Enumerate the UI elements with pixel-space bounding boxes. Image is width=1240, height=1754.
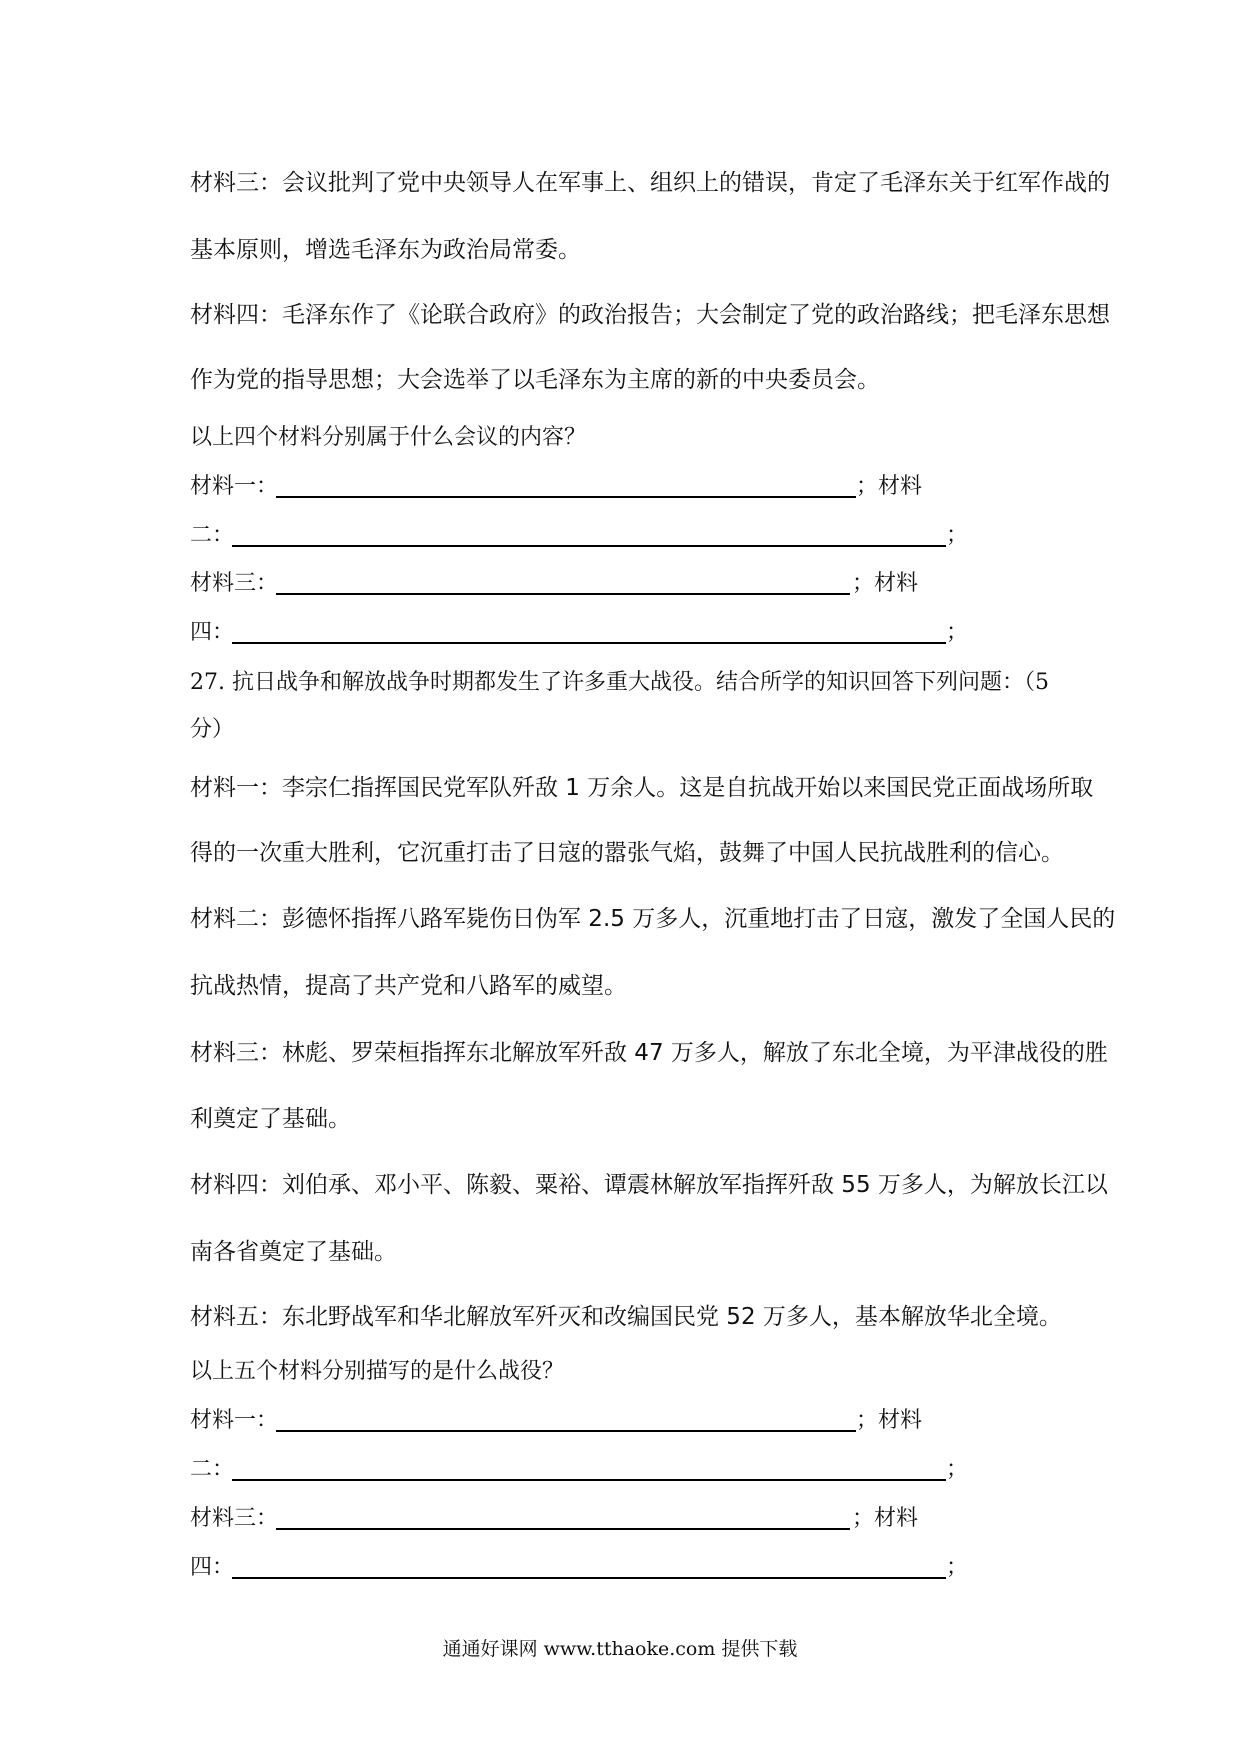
- battle-answer-blank-1[interactable]: [276, 1404, 856, 1432]
- answer-end: ；材料: [852, 571, 919, 596]
- battle-answer-blank-2[interactable]: [232, 1453, 946, 1481]
- answer-end: ；材料: [856, 1408, 923, 1433]
- page-footer: 通通好课网 www.tthaoke.com 提供下载: [442, 1638, 798, 1660]
- battle-answer-blank-4[interactable]: [232, 1551, 946, 1579]
- battle-material-2-line-1: 材料二：彭德怀指挥八路军毙伤日伪军 2.5 万多人，沉重地打击了日寇，激发了全国人民的: [190, 906, 1116, 932]
- answer-end: ；: [946, 1555, 969, 1580]
- answer-end: ；: [946, 523, 969, 548]
- material-4-line-1: 材料四：毛泽东作了《论联合政府》的政治报告；大会制定了党的政治路线；把毛泽东思想: [190, 302, 1110, 328]
- answer-label: 材料三：: [190, 571, 279, 596]
- battle-material-4-line-2: 南各省奠定了基础。: [190, 1239, 397, 1265]
- answer-end: ；材料: [856, 474, 923, 499]
- answer-end: ；: [946, 620, 969, 645]
- question-1: 以上四个材料分别属于什么会议的内容？: [190, 425, 587, 450]
- question-27-heading-line-1: 27. 抗日战争和解放战争时期都发生了许多重大战役。结合所学的知识回答下列问题：（5: [190, 670, 1049, 695]
- answer-blank-material-4[interactable]: [232, 616, 946, 644]
- material-4-line-2: 作为党的指导思想；大会选举了以毛泽东为主席的新的中央委员会。: [190, 367, 880, 393]
- battle-material-5-line-1: 材料五：东北野战军和华北解放军歼灭和改编国民党 52 万多人，基本解放华北全境。: [190, 1304, 1062, 1330]
- answer-blank-material-2[interactable]: [232, 519, 946, 547]
- battle-material-3-line-1: 材料三：林彪、罗荣桓指挥东北解放军歼敌 47 万多人，解放了东北全境，为平津战役的胜: [190, 1040, 1108, 1066]
- answer-blank-material-3[interactable]: [276, 567, 850, 595]
- answer-label: 材料一：: [190, 474, 279, 499]
- answer-label: 二：: [190, 523, 235, 548]
- answer-label: 材料三：: [190, 1506, 279, 1531]
- answer-end: ；: [946, 1457, 969, 1482]
- battle-material-3-line-2: 利奠定了基础。: [190, 1106, 351, 1132]
- answer-label: 材料一：: [190, 1408, 279, 1433]
- question-27-heading-line-2: 分）: [190, 717, 235, 742]
- question-2: 以上五个材料分别描写的是什么战役？: [190, 1359, 565, 1384]
- answer-label: 二：: [190, 1457, 235, 1482]
- answer-label: 四：: [190, 1555, 235, 1580]
- material-3-line-1: 材料三：会议批判了党中央领导人在军事上、组织上的错误，肯定了毛泽东关于红军作战的: [190, 170, 1110, 196]
- answer-end: ；材料: [852, 1506, 919, 1531]
- battle-answer-blank-3[interactable]: [276, 1502, 850, 1530]
- battle-material-4-line-1: 材料四：刘伯承、邓小平、陈毅、粟裕、谭震林解放军指挥歼敌 55 万多人，为解放长江以: [190, 1172, 1108, 1198]
- answer-label: 四：: [190, 620, 235, 645]
- answer-blank-material-1[interactable]: [276, 470, 856, 498]
- material-3-line-2: 基本原则，增选毛泽东为政治局常委。: [190, 237, 581, 263]
- battle-material-1-line-1: 材料一：李宗仁指挥国民党军队歼敌 1 万余人。这是自抗战开始以来国民党正面战场所取: [190, 775, 1094, 801]
- battle-material-1-line-2: 得的一次重大胜利，它沉重打击了日寇的嚣张气焰，鼓舞了中国人民抗战胜利的信心。: [190, 840, 1064, 866]
- battle-material-2-line-2: 抗战热情，提高了共产党和八路军的威望。: [190, 973, 627, 999]
